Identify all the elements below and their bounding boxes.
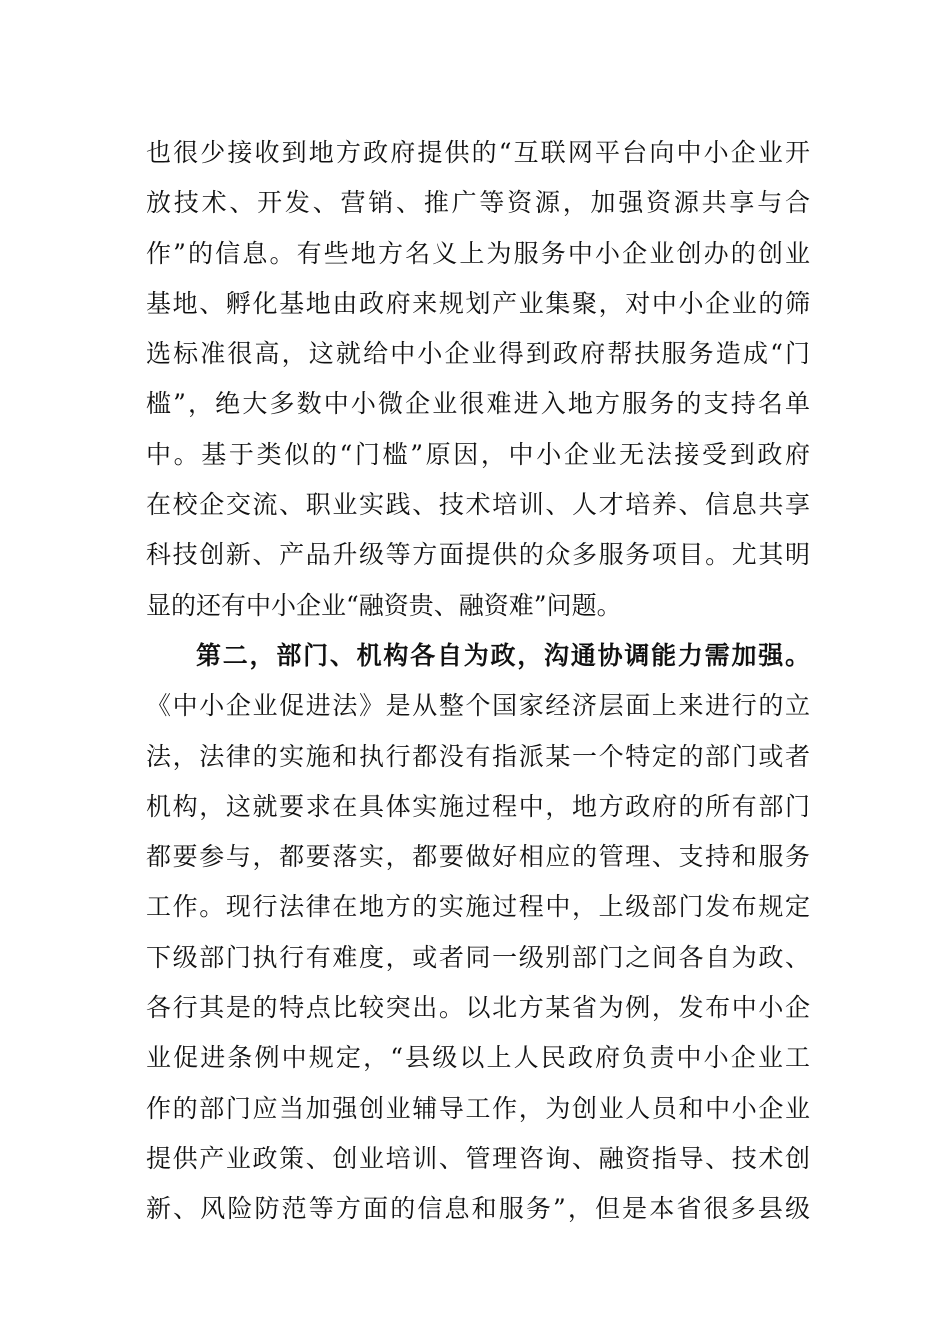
document-body: [146, 128, 810, 1235]
text-line: 槛”，绝大多数中小微企业很难进入地方服务的支持名单: [146, 389, 810, 419]
text-line: 中。基于类似的“门槛”原因，中小企业无法接受到政府: [146, 439, 810, 469]
text-line: 基地、孵化基地由政府来规划产业集聚，对中小企业的筛: [146, 288, 810, 318]
text-line: 科技创新、产品升级等方面提供的众多服务项目。尤其明: [146, 540, 810, 570]
text-line: 作”的信息。有些地方名义上为服务中小企业创办的创业: [146, 238, 810, 268]
text-line: 作的部门应当加强创业辅导工作，为创业人员和中小企业: [146, 1093, 810, 1123]
section-heading: 第二，部门、机构各自为政，沟通协调能力需加强。: [196, 640, 810, 670]
text-line: 在校企交流、职业实践、技术培训、人才培养、信息共享: [146, 490, 810, 520]
paragraph-2: [146, 681, 810, 1234]
text-line: 放技术、开发、营销、推广等资源，加强资源共享与合: [146, 188, 810, 218]
text-line: 提供产业政策、创业培训、管理咨询、融资指导、技术创: [146, 1143, 810, 1173]
text-line: 下级部门执行有难度，或者同一级别部门之间各自为政、: [146, 942, 810, 972]
text-line: 《中小企业促进法》是从整个国家经济层面上来进行的立: [146, 691, 810, 721]
text-line: 都要参与，都要落实，都要做好相应的管理、支持和服务: [146, 842, 810, 872]
text-line: 业促进条例中规定，“县级以上人民政府负责中小企业工: [146, 1043, 810, 1073]
paragraph-1: [146, 128, 810, 631]
text-line: 新、风险防范等方面的信息和服务”，但是本省很多县级: [146, 1194, 810, 1224]
text-line: 选标准很高，这就给中小企业得到政府帮扶服务造成“门: [146, 339, 810, 369]
text-line: 也很少接收到地方政府提供的“互联网平台向中小企业开: [146, 138, 810, 167]
text-line: 工作。现行法律在地方的实施过程中，上级部门发布规定: [146, 892, 810, 922]
text-line: 法，法律的实施和执行都没有指派某一个特定的部门或者: [146, 741, 810, 771]
text-line: 显的还有中小企业“融资贵、融资难”问题。: [146, 590, 622, 620]
text-line: 各行其是的特点比较突出。以北方某省为例，发布中小企: [146, 993, 810, 1023]
text-line: 机构，这就要求在具体实施过程中，地方政府的所有部门: [146, 791, 810, 821]
